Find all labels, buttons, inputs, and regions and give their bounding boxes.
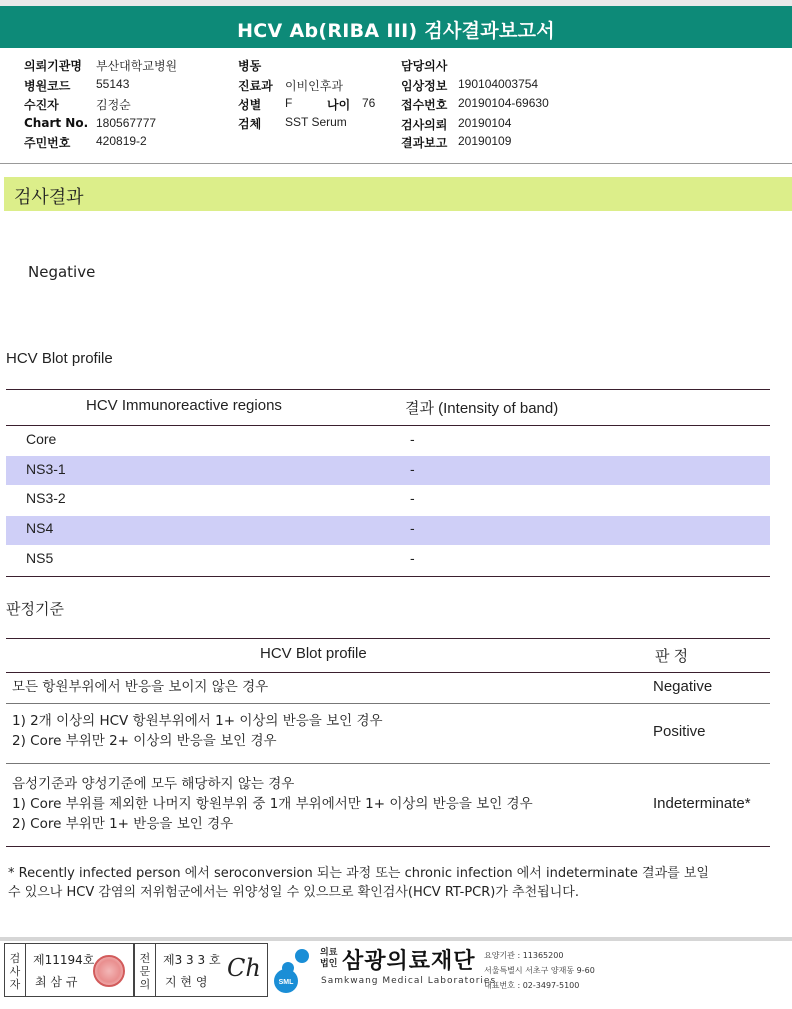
org-info: 대표번호 : 02-3497-5100 xyxy=(484,981,580,990)
criteria-line: 음성기준과 양성기준에 모두 해당하지 않는 경우 xyxy=(12,776,295,792)
table-rule xyxy=(6,672,770,673)
examiner-license: 제11194호 xyxy=(33,953,95,967)
table-rule xyxy=(6,638,770,639)
table-rule xyxy=(6,425,770,426)
examiner-label: 검 사 자 xyxy=(9,952,21,991)
judge-indeterminate: Indeterminate* xyxy=(653,795,751,812)
report-title: HCV Ab(RIBA III) 검사결과보고서 xyxy=(237,20,555,42)
region-cell: NS4 xyxy=(26,520,54,536)
info-value: 420819-2 xyxy=(96,134,147,148)
result-cell: - xyxy=(410,490,415,506)
region-cell: Core xyxy=(26,431,57,447)
info-value: 20190104 xyxy=(458,116,512,130)
info-label: Chart No. xyxy=(24,116,89,130)
specialist-stamp-box xyxy=(134,943,268,997)
judge-positive: Positive xyxy=(653,723,706,740)
result-cell: - xyxy=(410,520,415,536)
org-info: 요양기관 : 11365200 xyxy=(484,951,564,960)
section-header xyxy=(4,177,792,211)
info-value: 55143 xyxy=(96,77,130,91)
footnote xyxy=(8,864,778,902)
test-result: Negative xyxy=(28,263,96,281)
info-label: 나이 xyxy=(327,98,351,112)
region-cell: NS5 xyxy=(26,550,54,566)
info-value: 20190104-69630 xyxy=(458,96,549,110)
table-rule xyxy=(6,763,770,764)
result-cell: - xyxy=(410,461,415,477)
footer-divider xyxy=(0,937,792,941)
info-label: 수진자 xyxy=(24,98,59,112)
info-value: 190104003754 xyxy=(458,77,539,91)
info-label: 의뢰기관명 xyxy=(24,59,82,73)
divider xyxy=(0,163,792,164)
info-value: 이비인후과 xyxy=(285,79,343,93)
table-rule xyxy=(6,846,770,847)
org-name: 삼광의료재단 xyxy=(342,949,476,974)
result-cell: - xyxy=(410,431,415,447)
org-info: 서울특별시 서초구 양재동 9-60 xyxy=(484,966,595,975)
specialist-name: 지 현 영 xyxy=(165,975,208,989)
info-value: F xyxy=(285,96,293,110)
criteria-line: 모든 항원부위에서 반응을 보이지 않은 경우 xyxy=(12,679,269,695)
criteria-title: 판정기준 xyxy=(6,601,64,618)
info-label: 병원코드 xyxy=(24,79,71,93)
judge-negative: Negative xyxy=(653,678,713,695)
specialist-label: 전 문 의 xyxy=(139,952,151,991)
blot-title: HCV Blot profile xyxy=(6,350,113,367)
info-label: 병동 xyxy=(238,59,262,73)
org-english: Samkwang Medical Laboratories xyxy=(321,976,497,986)
col-header-profile: HCV Blot profile xyxy=(260,645,367,662)
region-cell: NS3-2 xyxy=(26,490,66,506)
examiner-name: 최 삼 규 xyxy=(35,975,78,989)
info-label: 검사의뢰 xyxy=(401,118,448,132)
info-label: 성별 xyxy=(238,98,262,112)
table-rule xyxy=(6,576,770,577)
criteria-line: 2) Core 부위만 1+ 반응을 보인 경우 xyxy=(12,816,234,832)
info-value: SST Serum xyxy=(285,115,347,129)
info-label: 결과보고 xyxy=(401,136,448,150)
report-header xyxy=(0,0,792,48)
sml-logo-icon xyxy=(272,946,316,994)
row-highlight xyxy=(6,456,770,485)
criteria-line: 1) 2개 이상의 HCV 항원부위에서 1+ 이상의 반응을 보인 경우 xyxy=(12,713,383,729)
criteria-line: 1) Core 부위를 제외한 나머지 항원부위 중 1개 부위에서만 1+ 이상의 반응을 보인 경우 xyxy=(12,796,533,812)
footnote-line: * Recently infected person 에서 seroconversion 되는 과정 또는 chronic infection 에서 indeterminate 결과를 보일 xyxy=(8,866,709,881)
col-header-result: 결과 (Intensity of band) xyxy=(405,400,559,417)
info-label: 담당의사 xyxy=(401,59,448,73)
criteria-line: 2) Core 부위만 2+ 이상의 반응을 보인 경우 xyxy=(12,733,277,749)
info-value: 김정순 xyxy=(96,98,131,112)
result-cell: - xyxy=(410,550,415,566)
signature: Ch xyxy=(227,954,261,982)
examiner-seal-icon xyxy=(93,955,125,987)
info-label: 접수번호 xyxy=(401,98,448,112)
info-label: 진료과 xyxy=(238,79,273,93)
table-rule xyxy=(6,703,770,704)
info-value: 부산대학교병원 xyxy=(96,59,178,73)
col-header-judge: 판 정 xyxy=(655,648,689,665)
info-label: 주민번호 xyxy=(24,136,71,150)
examiner-stamp-box xyxy=(4,943,134,997)
sml-logo-text: SML xyxy=(278,979,294,986)
section-title: 검사결과 xyxy=(14,187,84,208)
specialist-license: 제3 3 3 호 xyxy=(163,953,221,967)
info-value: 20190109 xyxy=(458,134,512,148)
info-label: 임상정보 xyxy=(401,79,448,93)
org-prefix: 의료 법인 xyxy=(320,948,338,969)
info-value: 76 xyxy=(362,96,376,110)
info-value: 180567777 xyxy=(96,116,157,130)
footnote-line: 수 있으나 HCV 감염의 저위험군에서는 위양성일 수 있으므로 확인검사(HCV RT-PCR)가 추천됩니다. xyxy=(8,885,579,900)
info-label: 검체 xyxy=(238,117,262,131)
row-highlight xyxy=(6,516,770,545)
table-rule xyxy=(6,389,770,390)
region-cell: NS3-1 xyxy=(26,461,66,477)
col-header-region: HCV Immunoreactive regions xyxy=(86,397,282,414)
